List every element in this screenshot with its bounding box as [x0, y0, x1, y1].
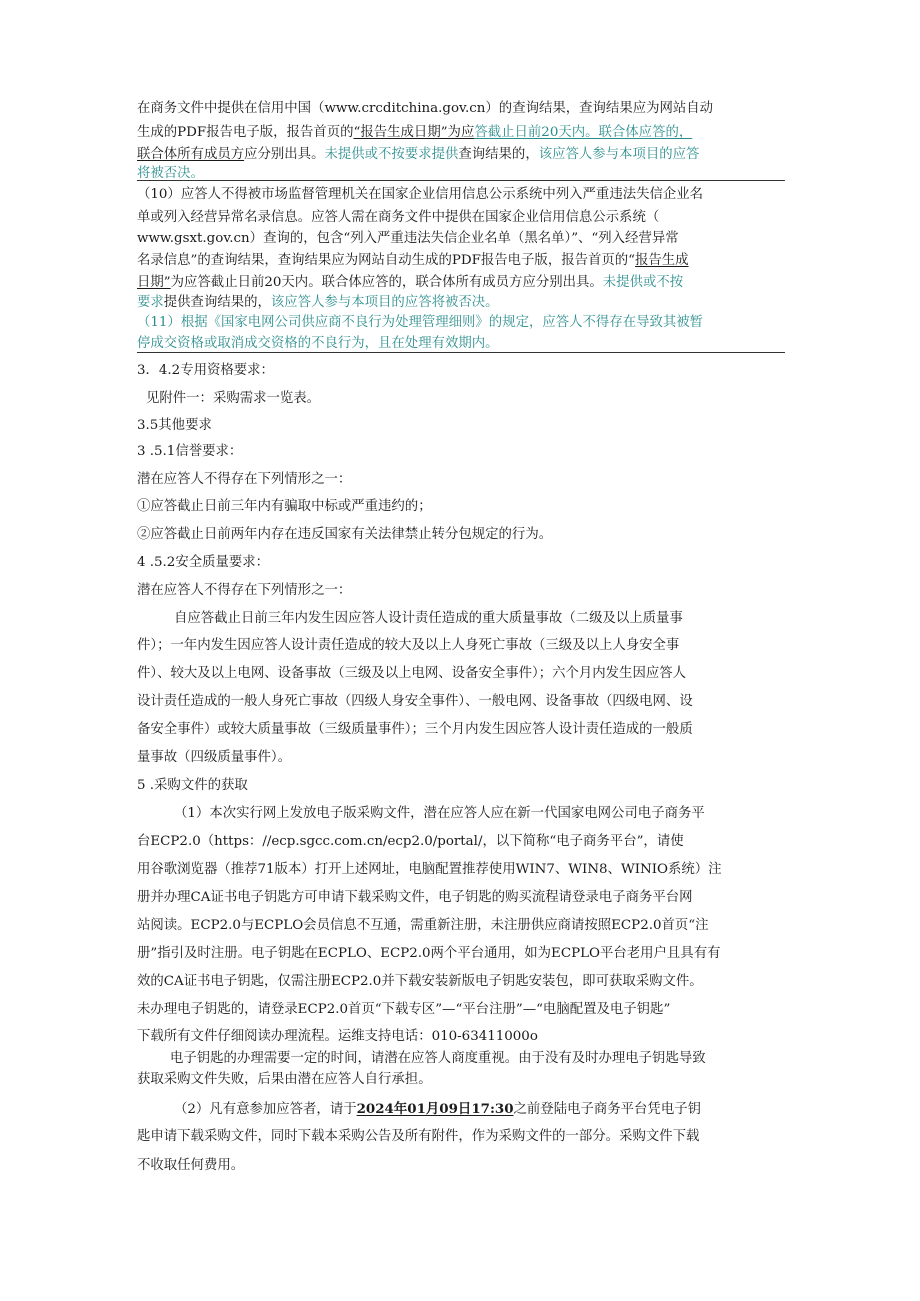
section-3-4-2-body: 见附件一：采购需求一览表。 [146, 391, 321, 406]
highlight-text: 该应答人参与本项目的应答将被否决。 [270, 295, 499, 310]
text-segment: 应分别出具。 [244, 147, 325, 162]
procure-para-line5: 站阅读。ECP2.0与ECPLO会员信息不互通，需重新注册，未注册供应商请按照ECP2.0首页“注 [137, 918, 709, 933]
section-3-5-1-intro: 潜在应答人不得存在下列情形之一： [137, 472, 352, 487]
highlight-text: 要求 [137, 295, 164, 310]
quality-para-line6: 量事故（四级质量事件）。 [137, 750, 291, 765]
deadline-para-line2: 匙申请下载采购文件，同时下载本采购公告及所有附件，作为采购文件的一部分。采购文件下载 [137, 1129, 700, 1144]
quality-para-line5: 备安全事件）或较大质量事故（三级质量事件）；三个月内发生因应答人设计责任造成的一般质 [137, 722, 693, 737]
list-item: ②应答截止日前两年内存在违反国家有关法律禁止转分包规定的行为。 [137, 527, 553, 542]
section-3-5-2-intro: 潜在应答人不得存在下列情形之一： [137, 583, 352, 598]
underlined-text: 报告生成 [635, 253, 689, 268]
section-3-5-1-title: 3 .5.1信誉要求： [137, 444, 243, 459]
para-10-line5 [137, 274, 683, 292]
key-notice-line2: 获取采购文件失败，后果由潜在应答人自行承担。 [137, 1072, 432, 1087]
quality-para-line1: 自应答截止日前三年内发生因应答人设计责任造成的重大质量事故（二级及以上质量事 [174, 611, 683, 626]
procure-para-line3: 用谷歌浏览器（推荐71版本）打开上述网址，电脑配置推荐使用WIN7、WIN8、WINIO系统）注 [137, 862, 722, 877]
section-5-title: 5 .采购文件的获取 [137, 778, 248, 793]
procure-para-line4: 册并办理CA证书电子钥匙方可申请下载采购文件，电子钥匙的购买流程请登录电子商务平台网 [137, 890, 693, 905]
procure-para-line8: 未办理电子钥匙的，请登录ECP2.0首页“下载专区”—“平台注册”—“电脑配置及电子钥匙” [137, 1002, 671, 1017]
highlight-text: 未提供或不按 [602, 275, 684, 290]
deadline-date: 2024年01月09日17:30 [356, 1101, 514, 1117]
para-credit-china-line1: 在商务文件中提供在信用中国（www.crcditchina.gov.cn）的查询结果，查询结果应为网站自动 [137, 101, 714, 116]
text-segment: 查询结果的， [458, 147, 539, 162]
text-segment: 为应答截止日前20天内。联合体应答的，联合体所有成员方 [170, 275, 523, 290]
para-10-line1: （10）应答人不得被市场监督管理机关在国家企业信用信息公示系统中列入严重违法失信企业名 [137, 187, 704, 202]
para-credit-china-line3 [137, 146, 699, 164]
text-segment: 之前登陆电子商务平台凭电子钥 [513, 1102, 701, 1117]
key-notice-line1: 电子钥匙的办理需要一定的时间，请潜在应答人商度重视。由于没有及时办理电子钥匙导致 [170, 1051, 706, 1066]
underlined-text: “报告生成日期”为应 [353, 125, 475, 140]
quality-para-line4: 设计责任造成的一般人身死亡事故（四级人身安全事件）、一般电网、设备事故（四级电网、设 [137, 694, 693, 709]
divider [137, 180, 785, 181]
highlight-text: 该应答人参与本项目的应答 [538, 147, 700, 162]
deadline-para-line1 [174, 1100, 701, 1119]
para-10-line4 [137, 252, 689, 270]
text-segment: 名录信息”的查询结果，查询结果应为网站自动生成的PDF报告电子版，报告首页的“ [137, 253, 636, 268]
quality-para-line3: 件）、较大及以上电网、设备事故（三级及以上电网、设备安全事件）；六个月内发生因应答人 [137, 666, 687, 681]
para-10-line2: 单或列入经营异常名录信息。应答人需在商务文件中提供在国家企业信用信息公示系统（ [137, 210, 660, 225]
para-11-line2: 停成交资格或取消成交资格的不良行为，且在处理有效期内。 [137, 336, 499, 351]
procure-para-line1: （1）本次实行网上发放电子版采购文件，潜在应答人应在新一代国家电网公司电子商务平 [174, 806, 705, 821]
para-10-line6 [137, 294, 499, 312]
procure-para-line2: 台ECP2.0（https：//ecp.sgcc.com.cn/ecp2.0/portal/，以下简称“电子商务平台”，请使 [137, 834, 684, 849]
procure-para-line9: 下载所有文件仔细阅读办理流程。运维支持电话：010-63411000o [137, 1029, 538, 1044]
para-credit-china-line2 [137, 124, 692, 142]
highlight-text: 答截止日前20天内。联合体应答的， [474, 125, 693, 140]
quality-para-line2: 件）；一年内发生因应答人设计责任造成的较大及以上人身死亡事故（三级及以上人身安全事 [137, 638, 680, 653]
list-item: ①应答截止日前三年内有骗取中标或严重违约的； [137, 499, 432, 514]
text-segment: （2）凡有意参加应答者，请于 [174, 1102, 357, 1117]
section-3-5-title: 3.5其他要求 [137, 418, 212, 433]
text-segment: 应分别出具。 [522, 275, 603, 290]
section-3-4-2-title: 3．4.2专用资格要求： [137, 363, 274, 378]
para-10-line3: www.gsxt.gov.cn）查询的，包含“列入严重违法失信企业名单（黑名单）”、“列入经营异常 [137, 231, 679, 246]
para-11-line1: （11）根据《国家电网公司供应商不良行为处理管理细则》的规定，应答人不得存在导致其被暂 [137, 315, 704, 330]
text-segment: 生成的PDF报告电子版，报告首页的 [137, 125, 354, 140]
underlined-text: 联合体所有成员方 [137, 147, 245, 162]
section-3-5-2-title: 4 .5.2安全质量要求： [137, 555, 270, 570]
underlined-text: 日期” [137, 275, 171, 290]
para-credit-china-line4: 将被否决。 [137, 166, 204, 181]
procure-para-line7: 效的CA证书电子钥匙，仅需注册ECP2.0并下载安装新版电子钥匙安装包，即可获取采购文件。 [137, 974, 703, 989]
highlight-text: 未提供或不按要求提供 [324, 147, 459, 162]
procure-para-line6: 册”指引及时注册。电子钥匙在ECPLO、ECP2.0两个平台通用，如为ECPLO平台老用户且具有有 [137, 946, 721, 961]
divider [137, 352, 785, 353]
deadline-para-line3: 不收取任何费用。 [137, 1158, 245, 1173]
text-segment: 提供查询结果的， [163, 295, 271, 310]
